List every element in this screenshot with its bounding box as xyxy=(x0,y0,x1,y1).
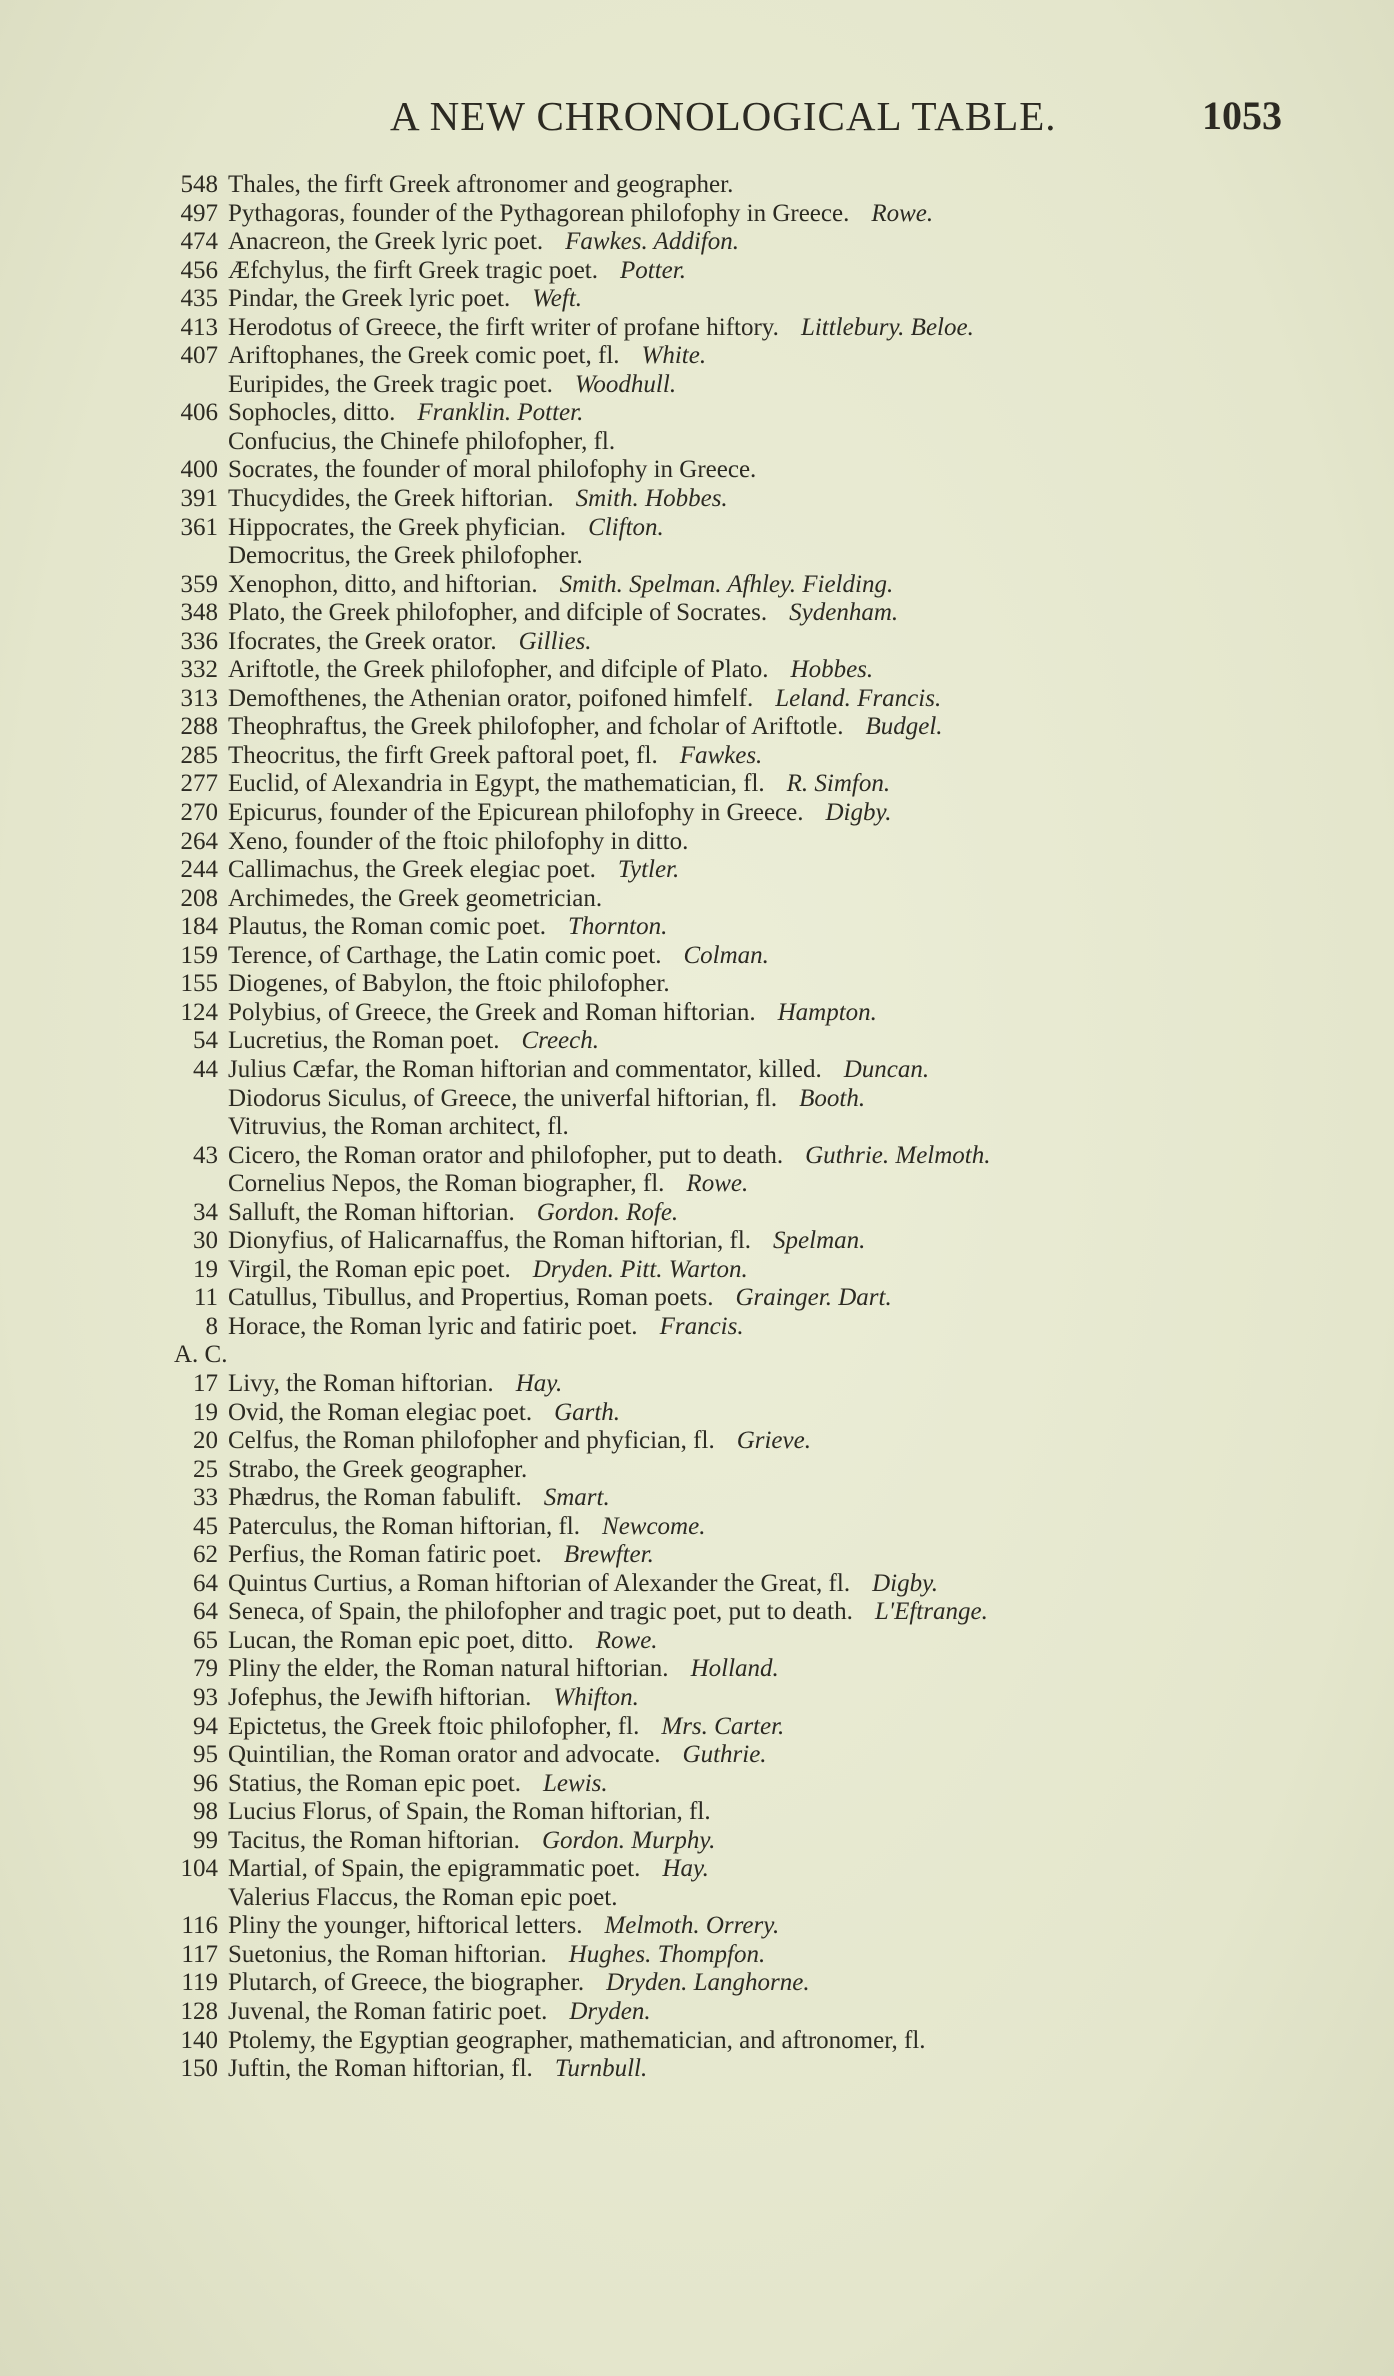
entry-text: Euripides, the Greek tragic poet. xyxy=(228,370,553,398)
entry-year: 43 xyxy=(193,1141,218,1169)
chronology-entry xyxy=(148,1313,1348,1342)
entry-text: Pindar, the Greek lyric poet. xyxy=(228,285,511,313)
entry-text: Vitruvius, the Roman architect, fl. xyxy=(228,1113,569,1141)
entry-year: 93 xyxy=(193,1683,218,1711)
entry-translators: Smith. Hobbes. xyxy=(575,485,728,513)
entry-year: 285 xyxy=(180,741,218,769)
entry-text: Theocritus, the firft Greek paftoral poet, fl. xyxy=(228,741,658,769)
entry-year: 19 xyxy=(193,1255,218,1283)
entry-year: 288 xyxy=(180,713,218,741)
entry-year: 25 xyxy=(193,1455,218,1483)
entry-translators: Dryden. xyxy=(569,1998,651,2025)
entry-text: Diodorus Siculus, of Greece, the univerfal hiftorian, fl. xyxy=(228,1084,778,1112)
entry-text: Epictetus, the Greek ftoic philofopher, fl. xyxy=(228,1712,640,1740)
entry-translators: Turnbull. xyxy=(554,2055,648,2083)
entry-text: Herodotus of Greece, the firft writer of profane hiftory. xyxy=(228,313,779,341)
chronology-entry xyxy=(148,1655,1348,1684)
entry-text: Pythagoras, founder of the Pythagorean philofophy in Greece. xyxy=(228,199,850,227)
entry-text: Thales, the firft Greek aftronomer and geographer. xyxy=(228,171,734,198)
entry-translators: Guthrie. Melmoth. xyxy=(805,1141,991,1169)
entry-year: 8 xyxy=(205,1312,218,1340)
entry-text: Sophocles, ditto. xyxy=(228,399,396,427)
entry-year: 313 xyxy=(180,684,218,712)
entry-text: Jofephus, the Jewifh hiftorian. xyxy=(228,1683,532,1711)
entry-year: 19 xyxy=(193,1398,218,1426)
entry-year: 548 xyxy=(180,171,218,198)
chronology-entry xyxy=(148,742,1348,771)
entry-text: Strabo, the Greek geographer. xyxy=(228,1455,528,1483)
chronology-entry xyxy=(148,428,1348,457)
chronology-entry xyxy=(148,1912,1348,1941)
entry-translators: Mrs. Carter. xyxy=(661,1712,785,1740)
entry-text: Epicurus, founder of the Epicurean philofophy in Greece. xyxy=(228,799,804,827)
chronology-entry xyxy=(148,1085,1348,1114)
chronology-entry xyxy=(148,913,1348,942)
entry-year: 11 xyxy=(193,1284,218,1312)
entry-year: 407 xyxy=(180,342,218,370)
chronology-entry xyxy=(148,1941,1348,1970)
chronology-entry xyxy=(148,1284,1348,1313)
entry-year: 406 xyxy=(180,399,218,427)
entry-text: Ariftophanes, the Greek comic poet, fl. xyxy=(228,342,620,370)
entry-translators: Grieve. xyxy=(736,1427,811,1455)
entry-year: 117 xyxy=(181,1940,218,1968)
era-marker xyxy=(148,1341,1348,1370)
entry-year: 30 xyxy=(193,1227,218,1255)
page-header xyxy=(0,92,1394,152)
entry-text: Celfus, the Roman philofopher and phyfician, fl. xyxy=(228,1427,715,1455)
chronology-entry xyxy=(148,1256,1348,1285)
entry-translators: Potter. xyxy=(620,256,686,284)
entry-year: 128 xyxy=(180,1998,218,2025)
entry-text: Ptolemy, the Egyptian geographer, mathematician, and aftronomer, fl. xyxy=(228,2026,926,2054)
entry-translators: Digby. xyxy=(825,799,892,827)
chronology-entry xyxy=(148,485,1348,514)
entry-translators: Colman. xyxy=(683,941,769,969)
entry-text: Anacreon, the Greek lyric poet. xyxy=(228,228,544,256)
chronology-entry xyxy=(148,1855,1348,1884)
entry-text: Confucius, the Chinefe philofopher, fl. xyxy=(228,427,616,455)
entry-year: 98 xyxy=(193,1798,218,1826)
entry-text: Æfchylus, the firft Greek tragic poet. xyxy=(228,256,599,284)
entry-translators: White. xyxy=(641,342,707,370)
chronology-entry xyxy=(148,970,1348,999)
chronology-entry xyxy=(148,799,1348,828)
entry-year: 435 xyxy=(180,285,218,313)
entry-year: 34 xyxy=(193,1198,218,1226)
entry-text: Seneca, of Spain, the philofopher and tragic poet, put to death. xyxy=(228,1598,853,1626)
chronology-entry xyxy=(148,770,1348,799)
chronology-entry xyxy=(148,314,1348,343)
chronology-entry xyxy=(148,1541,1348,1570)
entry-translators: Gillies. xyxy=(518,627,592,655)
entry-text: Lucretius, the Roman poet. xyxy=(228,1027,500,1055)
entry-year: 184 xyxy=(180,913,218,941)
entry-year: 348 xyxy=(180,599,218,627)
chronology-entry xyxy=(148,656,1348,685)
chronology-entry xyxy=(148,628,1348,657)
chronology-entry xyxy=(148,1741,1348,1770)
entry-text: Statius, the Roman epic poet. xyxy=(228,1769,522,1797)
entry-translators: Littlebury. Beloe. xyxy=(800,313,974,341)
entry-year: 119 xyxy=(181,1969,218,1997)
chronology-entry xyxy=(148,685,1348,714)
entry-text: Salluft, the Roman hiftorian. xyxy=(228,1198,515,1226)
chronology-entry xyxy=(148,1798,1348,1827)
chronology-entry xyxy=(148,1027,1348,1056)
chronology-entry xyxy=(148,1513,1348,1542)
entry-translators: Guthrie. xyxy=(682,1741,767,1769)
entry-text: Terence, of Carthage, the Latin comic poet. xyxy=(228,941,662,969)
chronology-entry xyxy=(148,1170,1348,1199)
entry-year: 332 xyxy=(180,656,218,684)
entry-text: Lucan, the Roman epic poet, ditto. xyxy=(228,1626,574,1654)
chronology-entry xyxy=(148,942,1348,971)
entry-translators: Dryden. Langhorne. xyxy=(606,1969,810,1997)
entry-year: 54 xyxy=(193,1027,218,1055)
entry-translators: Franklin. Potter. xyxy=(417,399,584,427)
chronology-entry xyxy=(148,228,1348,257)
chronology-entry xyxy=(148,399,1348,428)
entry-text: Catullus, Tibullus, and Propertius, Roman poets. xyxy=(228,1284,714,1312)
entry-translators: Rowe. xyxy=(595,1626,658,1654)
chronology-entry xyxy=(148,371,1348,400)
entry-text: Lucius Florus, of Spain, the Roman hiftorian, fl. xyxy=(228,1798,711,1826)
chronology-entry xyxy=(148,828,1348,857)
entry-year: 44 xyxy=(193,1055,218,1083)
entry-text: Pliny the younger, hiftorical letters. xyxy=(228,1912,583,1940)
chronology-entry xyxy=(148,1199,1348,1228)
entry-translators: Duncan. xyxy=(843,1055,930,1083)
entry-translators: Hay. xyxy=(662,1855,709,1883)
chronology-entry xyxy=(148,171,1348,200)
entry-year: 45 xyxy=(193,1512,218,1540)
chronology-entry xyxy=(148,2027,1348,2056)
entry-translators: Holland. xyxy=(690,1655,779,1683)
chronology-entry xyxy=(148,1827,1348,1856)
entry-year: 140 xyxy=(180,2026,218,2054)
entry-year: 64 xyxy=(193,1598,218,1626)
chronology-entry xyxy=(148,2055,1348,2084)
entry-translators: Budgel. xyxy=(865,713,943,741)
entry-translators: Weft. xyxy=(532,285,583,313)
chronology-entry xyxy=(148,456,1348,485)
entry-year: 99 xyxy=(193,1826,218,1854)
entry-translators: Grainger. Dart. xyxy=(735,1284,892,1312)
entry-translators: Rowe. xyxy=(686,1170,749,1198)
entry-translators: Thornton. xyxy=(568,913,668,941)
entry-year: 413 xyxy=(180,313,218,341)
entry-year: 155 xyxy=(180,970,218,998)
entry-translators: Newcome. xyxy=(602,1512,706,1540)
entry-year: 62 xyxy=(193,1541,218,1569)
chronology-entry xyxy=(148,571,1348,600)
entry-text: Cornelius Nepos, the Roman biographer, fl. xyxy=(228,1170,665,1198)
entry-year: 64 xyxy=(193,1569,218,1597)
chronology-entry xyxy=(148,342,1348,371)
entry-text: Phædrus, the Roman fabulift. xyxy=(228,1484,522,1512)
entry-translators: Digby. xyxy=(872,1569,939,1597)
entry-text: Dionyfius, of Halicarnaffus, the Roman hiftorian, fl. xyxy=(228,1227,752,1255)
entry-translators: Francis. xyxy=(659,1312,744,1340)
entry-text: Hippocrates, the Greek phyfician. xyxy=(228,513,567,541)
chronology-entry xyxy=(148,542,1348,571)
entry-translators: Sydenham. xyxy=(789,599,899,627)
entry-year: 79 xyxy=(193,1655,218,1683)
entry-text: Callimachus, the Greek elegiac poet. xyxy=(228,856,596,884)
entry-translators: Tytler. xyxy=(617,856,680,884)
entry-text: Xeno, founder of the ftoic philofophy in ditto. xyxy=(228,827,689,855)
entry-year: 104 xyxy=(180,1855,218,1883)
entry-text: Euclid, of Alexandria in Egypt, the mathematician, fl. xyxy=(228,770,765,798)
entry-year: 33 xyxy=(193,1484,218,1512)
entry-translators: Rowe. xyxy=(871,199,934,227)
entry-text: Livy, the Roman hiftorian. xyxy=(228,1369,494,1397)
entry-translators: Hughes. Thompfon. xyxy=(568,1940,766,1968)
entry-year: 94 xyxy=(193,1712,218,1740)
entry-translators: R. Simfon. xyxy=(786,770,891,798)
entry-text: Martial, of Spain, the epigrammatic poet. xyxy=(228,1855,641,1883)
chronology-entry xyxy=(148,599,1348,628)
chronology-entry xyxy=(148,1998,1348,2027)
entry-text: Socrates, the founder of moral philofophy in Greece. xyxy=(228,456,757,484)
entry-translators: Spelman. xyxy=(773,1227,866,1255)
chronology-entry xyxy=(148,1370,1348,1399)
entry-year: 65 xyxy=(193,1626,218,1654)
entry-text: Juvenal, the Roman fatiric poet. xyxy=(228,1998,548,2025)
entry-year: 264 xyxy=(180,827,218,855)
entry-translators: Whifton. xyxy=(553,1683,639,1711)
entry-year: 400 xyxy=(180,456,218,484)
entry-text: Julius Cæfar, the Roman hiftorian and commentator, killed. xyxy=(228,1055,822,1083)
chronology-entry xyxy=(148,1142,1348,1171)
chronology-entry xyxy=(148,1770,1348,1799)
entry-translators: Smart. xyxy=(543,1484,610,1512)
chronology-entry xyxy=(148,1570,1348,1599)
entry-translators: Melmoth. Orrery. xyxy=(604,1912,780,1940)
entry-year: 336 xyxy=(180,627,218,655)
chronology-entry xyxy=(148,1713,1348,1742)
entry-text: Demofthenes, the Athenian orator, poifoned himfelf. xyxy=(228,684,754,712)
page-number: 1053 xyxy=(1202,93,1282,138)
chronology-entry xyxy=(148,200,1348,229)
chronology-entry xyxy=(148,1969,1348,1998)
chronology-entry xyxy=(148,1598,1348,1627)
entry-translators: Woodhull. xyxy=(574,370,677,398)
chronology-entry xyxy=(148,514,1348,543)
entry-year: 159 xyxy=(180,941,218,969)
entry-text: Tacitus, the Roman hiftorian. xyxy=(228,1826,520,1854)
entry-text: Theophraftus, the Greek philofopher, and fcholar of Ariftotle. xyxy=(228,713,844,741)
entry-translators: Hay. xyxy=(515,1369,563,1397)
entry-year: 391 xyxy=(180,485,218,513)
chronology-entry xyxy=(148,999,1348,1028)
entry-year: 359 xyxy=(180,570,218,598)
entry-text: Ovid, the Roman elegiac poet. xyxy=(228,1398,533,1426)
entry-year: 361 xyxy=(180,513,218,541)
entry-text: Suetonius, the Roman hiftorian. xyxy=(228,1940,547,1968)
entry-year: 474 xyxy=(180,228,218,256)
entry-year: 456 xyxy=(180,256,218,284)
chronology-entry xyxy=(148,1427,1348,1456)
entry-text: Perfius, the Roman fatiric poet. xyxy=(228,1541,542,1569)
entry-translators: Clifton. xyxy=(588,513,664,541)
entry-text: Paterculus, the Roman hiftorian, fl. xyxy=(228,1512,581,1540)
entry-text: Xenophon, ditto, and hiftorian. xyxy=(228,570,538,598)
entry-text: Juftin, the Roman hiftorian, fl. xyxy=(228,2055,533,2083)
entry-text: Plutarch, of Greece, the biographer. xyxy=(228,1969,585,1997)
entry-year: 497 xyxy=(180,199,218,227)
entry-year: 270 xyxy=(180,799,218,827)
entry-translators: Gordon. Murphy. xyxy=(541,1826,716,1854)
entry-text: Virgil, the Roman epic poet. xyxy=(228,1255,511,1283)
entry-text: Ariftotle, the Greek philofopher, and difciple of Plato. xyxy=(228,656,769,684)
entry-text: Polybius, of Greece, the Greek and Roman hiftorian. xyxy=(228,998,756,1026)
entry-year: 244 xyxy=(180,856,218,884)
chronology-entry xyxy=(148,856,1348,885)
chronology-list xyxy=(148,171,1348,2084)
entry-year: 96 xyxy=(193,1769,218,1797)
chronology-entry xyxy=(148,713,1348,742)
chronology-entry xyxy=(148,1484,1348,1513)
chronology-entry xyxy=(148,1884,1348,1913)
entry-year: 116 xyxy=(181,1912,218,1940)
entry-text: Horace, the Roman lyric and fatiric poet. xyxy=(228,1312,638,1340)
chronology-entry xyxy=(148,257,1348,286)
chronology-entry xyxy=(148,285,1348,314)
era-label: A. C. xyxy=(174,1341,228,1369)
chronology-entry xyxy=(148,1627,1348,1656)
entry-text: Plato, the Greek philofopher, and difciple of Socrates. xyxy=(228,599,768,627)
entry-translators: Leland. Francis. xyxy=(775,684,942,712)
entry-translators: Fawkes. Addifon. xyxy=(565,228,739,256)
entry-text: Plautus, the Roman comic poet. xyxy=(228,913,547,941)
entry-translators: Garth. xyxy=(554,1398,621,1426)
chronology-entry xyxy=(148,1399,1348,1428)
chronology-entry xyxy=(148,1456,1348,1485)
entry-text: Ifocrates, the Greek orator. xyxy=(228,627,497,655)
entry-translators: Gordon. Rofe. xyxy=(536,1198,679,1226)
chronology-entry xyxy=(148,885,1348,914)
chronology-entry xyxy=(148,1113,1348,1142)
entry-translators: L'Eftrange. xyxy=(874,1598,988,1626)
entry-text: Quintilian, the Roman orator and advocate. xyxy=(228,1741,661,1769)
entry-translators: Dryden. Pitt. Warton. xyxy=(532,1255,748,1283)
entry-text: Quintus Curtius, a Roman hiftorian of Alexander the Great, fl. xyxy=(228,1569,851,1597)
entry-translators: Brewfter. xyxy=(563,1541,654,1569)
entry-text: Pliny the elder, the Roman natural hiftorian. xyxy=(228,1655,669,1683)
entry-translators: Fawkes. xyxy=(679,741,763,769)
entry-year: 150 xyxy=(180,2055,218,2083)
entry-text: Cicero, the Roman orator and philofopher, put to death. xyxy=(228,1141,784,1169)
entry-year: 95 xyxy=(193,1741,218,1769)
entry-text: Diogenes, of Babylon, the ftoic philofopher. xyxy=(228,970,670,998)
entry-text: Thucydides, the Greek hiftorian. xyxy=(228,485,554,513)
entry-year: 20 xyxy=(193,1427,218,1455)
entry-text: Archimedes, the Greek geometrician. xyxy=(228,884,603,912)
chronology-entry xyxy=(148,1056,1348,1085)
entry-text: Democritus, the Greek philofopher. xyxy=(228,542,583,570)
entry-year: 208 xyxy=(180,884,218,912)
entry-year: 277 xyxy=(180,770,218,798)
entry-translators: Smith. Spelman. Afhley. Fielding. xyxy=(559,570,894,598)
entry-text: Valerius Flaccus, the Roman epic poet. xyxy=(228,1883,618,1911)
entry-translators: Hobbes. xyxy=(790,656,874,684)
entry-translators: Creech. xyxy=(521,1027,599,1055)
entry-year: 124 xyxy=(180,998,218,1026)
page-title: A NEW CHRONOLOGICAL TABLE. xyxy=(390,93,1057,139)
entry-translators: Booth. xyxy=(799,1084,866,1112)
entry-year: 17 xyxy=(193,1369,218,1397)
chronology-entry xyxy=(148,1227,1348,1256)
chronology-entry xyxy=(148,1684,1348,1713)
entry-translators: Hampton. xyxy=(777,998,877,1026)
entry-translators: Lewis. xyxy=(543,1769,608,1797)
